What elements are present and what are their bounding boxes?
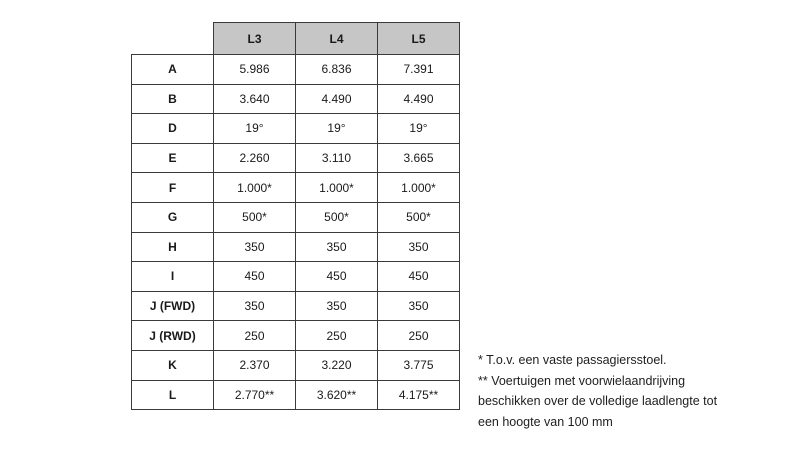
table-row xyxy=(132,55,460,85)
table-row xyxy=(132,350,460,380)
row-label-cell: A xyxy=(132,55,214,85)
value-cell: 250 xyxy=(378,321,460,351)
value-cell: 4.490 xyxy=(378,84,460,114)
value-cell: 6.836 xyxy=(296,55,378,85)
value-cell: 350 xyxy=(296,232,378,262)
row-label-cell: L xyxy=(132,380,214,410)
value-cell: 3.775 xyxy=(378,350,460,380)
value-cell: 250 xyxy=(296,321,378,351)
row-label-cell: I xyxy=(132,262,214,292)
row-label-cell: G xyxy=(132,202,214,232)
table-row xyxy=(132,232,460,262)
row-label-cell: F xyxy=(132,173,214,203)
header-empty-cell xyxy=(132,23,214,55)
header-cell-l5: L5 xyxy=(378,23,460,55)
value-cell: 1.000* xyxy=(296,173,378,203)
value-cell: 350 xyxy=(214,232,296,262)
header-cell-l4: L4 xyxy=(296,23,378,55)
value-cell: 350 xyxy=(378,232,460,262)
value-cell: 1.000* xyxy=(378,173,460,203)
value-cell: 250 xyxy=(214,321,296,351)
dimensions-table xyxy=(131,22,460,410)
value-cell: 350 xyxy=(296,291,378,321)
table-row xyxy=(132,291,460,321)
row-label-cell: J (FWD) xyxy=(132,291,214,321)
row-label-cell: J (RWD) xyxy=(132,321,214,351)
value-cell: 1.000* xyxy=(214,173,296,203)
value-cell: 2.770** xyxy=(214,380,296,410)
value-cell: 450 xyxy=(378,262,460,292)
value-cell: 500* xyxy=(214,202,296,232)
table-row xyxy=(132,202,460,232)
table-header-row xyxy=(132,23,460,55)
value-cell: 500* xyxy=(378,202,460,232)
value-cell: 3.220 xyxy=(296,350,378,380)
value-cell: 3.110 xyxy=(296,143,378,173)
value-cell: 3.640 xyxy=(214,84,296,114)
value-cell: 450 xyxy=(214,262,296,292)
value-cell: 19° xyxy=(296,114,378,144)
table-row xyxy=(132,262,460,292)
value-cell: 5.986 xyxy=(214,55,296,85)
row-label-cell: B xyxy=(132,84,214,114)
value-cell: 2.370 xyxy=(214,350,296,380)
table-row xyxy=(132,380,460,410)
value-cell: 3.620** xyxy=(296,380,378,410)
row-label-cell: D xyxy=(132,114,214,144)
footnote-line: ** Voertuigen met voorwielaandrijving xyxy=(478,373,686,388)
table-row xyxy=(132,173,460,203)
value-cell: 3.665 xyxy=(378,143,460,173)
value-cell: 350 xyxy=(214,291,296,321)
table-row xyxy=(132,143,460,173)
value-cell: 2.260 xyxy=(214,143,296,173)
row-label-cell: K xyxy=(132,350,214,380)
header-cell-l3: L3 xyxy=(214,23,296,55)
value-cell: 450 xyxy=(296,262,378,292)
table-row xyxy=(132,321,460,351)
value-cell: 500* xyxy=(296,202,378,232)
footnote-line: een hoogte van 100 mm xyxy=(478,414,613,429)
row-label-cell: E xyxy=(132,143,214,173)
footnote-line: * T.o.v. een vaste passagiersstoel. xyxy=(478,353,667,367)
value-cell: 19° xyxy=(214,114,296,144)
footnote-line: beschikken over de volledige laadlengte tot xyxy=(478,394,718,408)
table-row xyxy=(132,114,460,144)
row-label-cell: H xyxy=(132,232,214,262)
value-cell: 4.175** xyxy=(378,380,460,410)
footnotes xyxy=(478,350,778,432)
value-cell: 4.490 xyxy=(296,84,378,114)
table-body xyxy=(132,55,460,410)
value-cell: 7.391 xyxy=(378,55,460,85)
value-cell: 350 xyxy=(378,291,460,321)
value-cell: 19° xyxy=(378,114,460,144)
table-row xyxy=(132,84,460,114)
